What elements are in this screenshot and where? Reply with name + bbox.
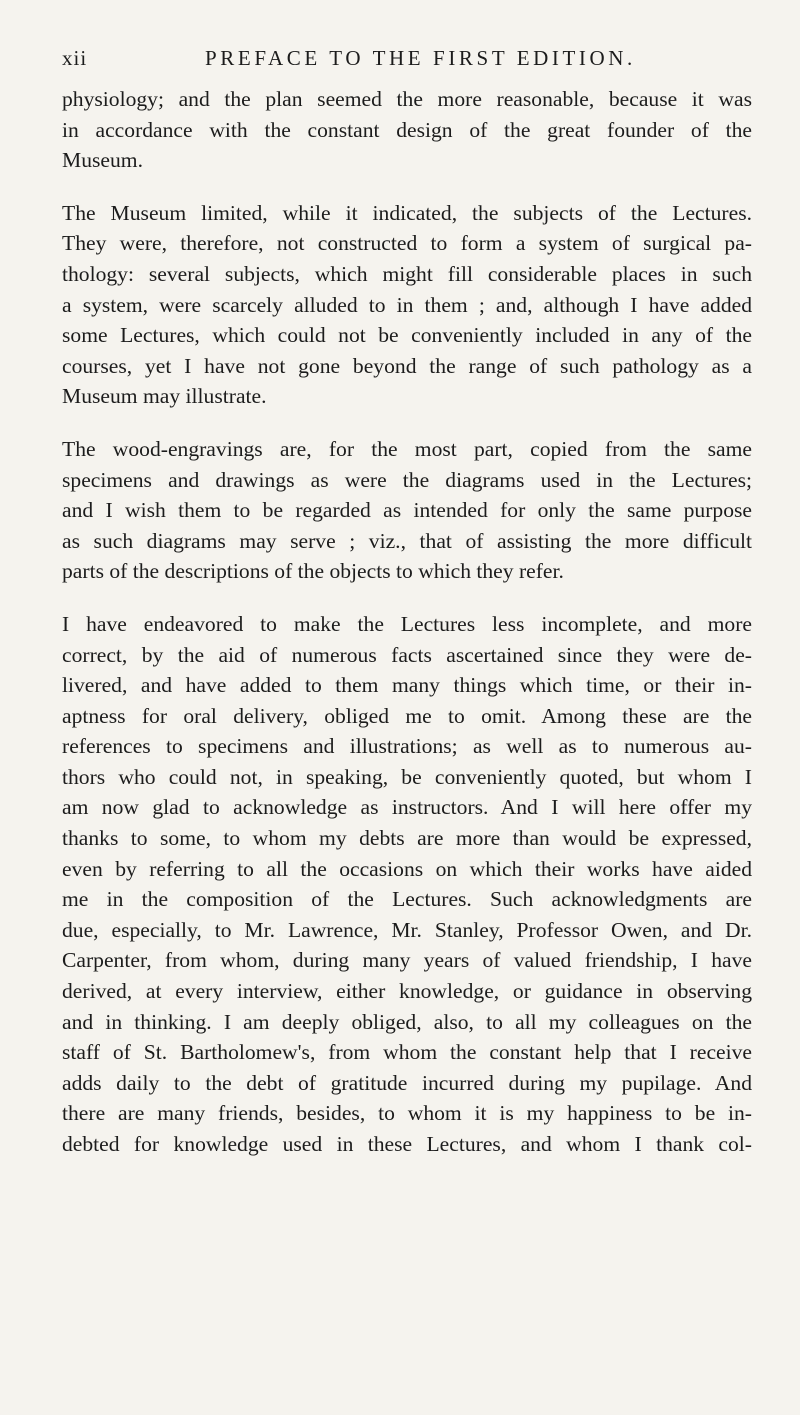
text-line: The Museum limited, while it indicated, the subjects of the Lectures.: [62, 200, 752, 225]
text-line: there are many friends, besides, to whom it is my happiness to be in-: [62, 1101, 752, 1126]
text-line: references to specimens and illustrations; as well as to numerous au-: [62, 734, 752, 759]
paragraph-gap: [62, 176, 752, 198]
text-line: livered, and have added to them many things which time, or their in-: [62, 673, 752, 698]
text-line: derived, at every interview, either knowledge, or guidance in observing: [62, 979, 752, 1004]
paragraph: [62, 84, 752, 176]
page-number: xii: [62, 46, 88, 70]
text-line: even by referring to all the occasions on which their works have aided: [62, 856, 752, 881]
text-line: thors who could not, in speaking, be conveniently quoted, but whom I: [62, 764, 752, 789]
text-line: am now glad to acknowledge as instructors. And I will here offer my: [62, 795, 752, 820]
text-line: thanks to some, to whom my debts are more than would be expressed,: [62, 826, 752, 851]
text-line: Museum.: [62, 148, 143, 173]
text-line: physiology; and the plan seemed the more reasonable, because it was: [62, 87, 752, 111]
text-line: me in the composition of the Lectures. Such acknowledgments are: [62, 887, 752, 912]
text-line: specimens and drawings as were the diagrams used in the Lectures;: [62, 467, 752, 492]
running-title: PREFACE TO THE FIRST EDITION.: [205, 46, 636, 70]
text-line: and I wish them to be regarded as intended for only the same purpose: [62, 498, 752, 523]
paragraph-gap: [62, 587, 752, 609]
text-line: thology: several subjects, which might fill considerable places in such: [62, 261, 752, 286]
text-line: Museum may illustrate.: [62, 384, 267, 409]
text-line: due, especially, to Mr. Lawrence, Mr. Stanley, Professor Owen, and Dr.: [62, 917, 752, 942]
text-line: The wood-engravings are, for the most part, copied from the same: [62, 436, 752, 461]
text-line: as such diagrams may serve ; viz., that of assisting the more difficult: [62, 528, 752, 553]
text-line: and in thinking. I am deeply obliged, also, to all my colleagues on the: [62, 1009, 752, 1034]
page-body: [62, 84, 752, 1160]
running-header: [62, 46, 752, 74]
paragraph: [62, 198, 752, 412]
text-line: aptness for oral delivery, obliged me to omit. Among these are the: [62, 703, 752, 728]
text-line: adds daily to the debt of gratitude incurred during my pupilage. And: [62, 1070, 752, 1095]
paragraph: [62, 434, 752, 587]
text-line: debted for knowledge used in these Lectures, and whom I thank col-: [62, 1132, 752, 1156]
text-line: correct, by the aid of numerous facts ascertained since they were de-: [62, 642, 752, 667]
text-line: I have endeavored to make the Lectures less incomplete, and more: [62, 611, 752, 636]
paragraph: [62, 609, 752, 1160]
text-line: some Lectures, which could not be conveniently included in any of the: [62, 323, 752, 348]
text-line: courses, yet I have not gone beyond the range of such pathology as a: [62, 353, 752, 378]
text-line: They were, therefore, not constructed to form a system of surgical pa-: [62, 231, 752, 256]
text-line: a system, were scarcely alluded to in them ; and, although I have added: [62, 292, 752, 317]
text-line: in accordance with the constant design of the great founder of the: [62, 117, 752, 142]
text-line: staff of St. Bartholomew's, from whom the constant help that I receive: [62, 1040, 752, 1065]
text-line: parts of the descriptions of the objects to which they refer.: [62, 559, 564, 584]
paragraph-gap: [62, 412, 752, 434]
text-line: Carpenter, from whom, during many years of valued friendship, I have: [62, 948, 752, 973]
